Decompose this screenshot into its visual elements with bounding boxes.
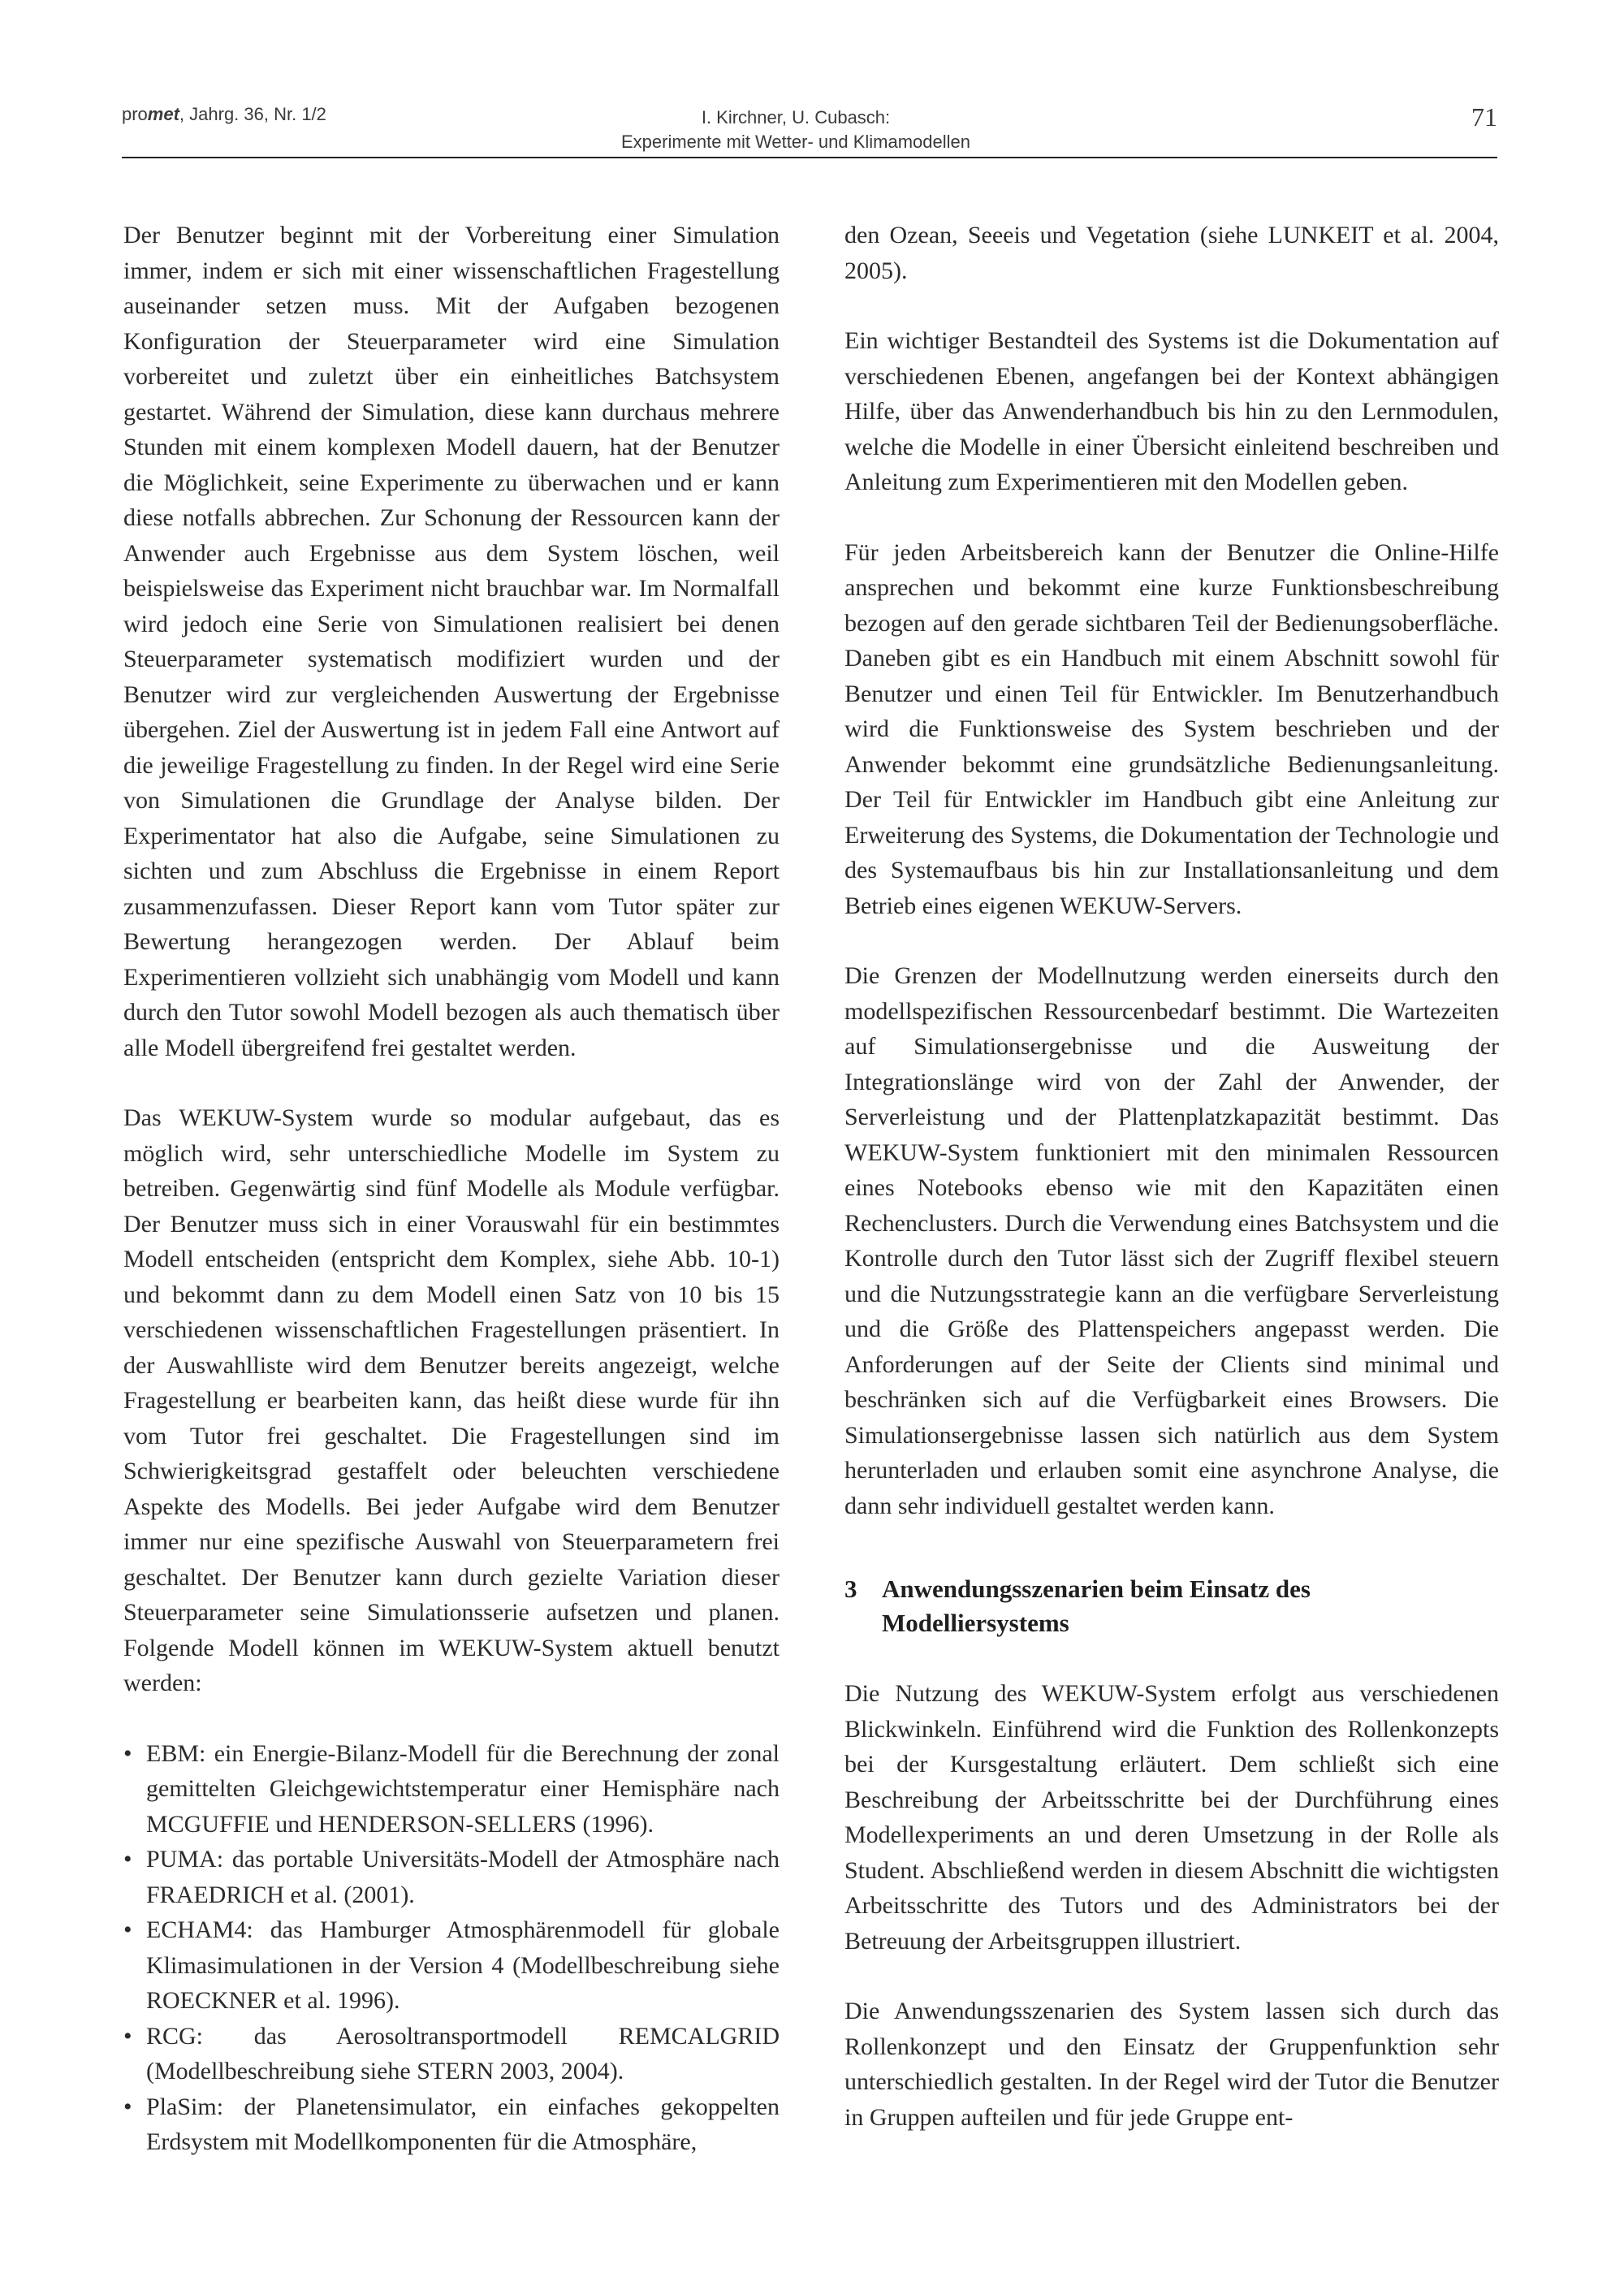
paragraph-scenarios: Die Anwendungsszenarien des System lassen sich durch das Rollenkonzept und den Einsatz der Gruppenfunktion sehr unterschiedlich gestalten. In der Regel wird der Tutor die Benutzer in Gruppen aufteilen und für jede Gruppe ent-	[844, 1998, 1499, 2131]
journal-brand: met	[147, 104, 179, 124]
paragraph-models: Das WEKUW-System wurde so modular aufgebaut, das es möglich wird, sehr unterschiedliche Modelle im System zu betreiben. Gegenwärtig sind fünf Modelle als Module verfügbar. Der Benutzer muss sich in einer Vorauswahl für ein bestimmtes Modell entscheiden (entspricht dem Komplex, siehe Abb. 10-1) und bekommt dann zu dem Modell einen Satz von 10 bis 15 verschiedenen wissenschaftlichen Fragestellungen präsentiert. In der Auswahlliste wird dem Benutzer bereits angezeigt, welche Fragestellung er bearbeiten kann, das heißt diese wurde für ihn vom Tutor frei geschaltet. Die Fragestellungen sind im Schwierigkeitsgrad gestaffelt oder beleuchten verschiedene Aspekte des Modells. Bei jeder Aufgabe wird dem Benutzer immer nur eine spezifische Auswahl von Steuerparametern frei geschaltet. Der Benutzer kann durch gezielte Variation dieser Steuerparameter seine Simulationsserie aufsetzen und planen. Folgende Modell können im WEKUW-System aktuell benutzt werden:	[123, 1104, 780, 1696]
page-number: 71	[1471, 102, 1497, 132]
paragraph-limits: Die Grenzen der Modellnutzung werden einerseits durch den modellspezifischen Ressourcenbedarf bestimmt. Die Wartezeiten auf Simulationsergebnisse und die Ausweitung der Integrationslänge wird von der Zahl der Anwender, der Serverleistung und der Plattenplatzkapazität bestimmt. Das WEKUW-System funktioniert mit den minimalen Ressourcen eines Notebooks ebenso wie mit den Kapazitäten einen Rechenclusters. Durch die Verwendung eines Batchsystem und die Kontrolle durch den Tutor lässt sich der Zugriff flexibel steuern und die Nutzungsstrategie kann an die verfügbare Serverleistung und die Größe des Plattenspeichers angepasst werden. Die Anforderungen auf der Seite der Clients sind minimal und beschränken sich auf die Verfügbarkeit eines Browsers. Die Simulationsergebnisse lassen sich natürlich aus dem System herunterladen und erlauben somit eine asynchrone Analyse, die dann sehr individuell gestaltet werden kann.	[844, 962, 1499, 1519]
journal-prefix: pro	[122, 104, 148, 124]
journal-reference	[122, 104, 326, 125]
list-item: • EBM: ein Energie-Bilanz-Modell für die Berechnung der zonal gemittelten Gleichgewichtstemperatur einer Hemisphäre nach MCGUFFIE und HENDERSON-SELLERS (1996).	[123, 1736, 780, 1843]
section-heading	[844, 1572, 1499, 1640]
section-number: 3	[844, 1575, 857, 1603]
paragraph-workflow: Der Benutzer beginnt mit der Vorbereitung einer Simulation immer, indem er sich mit einer wissenschaftlichen Fragestellung auseinander setzen muss. Mit der Aufgaben bezogenen Konfiguration der Steuerparameter wird eine Simulation vorbereitet und zuletzt über ein einheitliches Batchsystem gestartet. Während der Simulation, diese kann durchaus mehrere Stunden mit einem komplexen Modell dauern, hat der Benutzer die Möglichkeit, seine Experimente zu überwachen und er kann diese notfalls abbrechen. Zur Schonung der Ressourcen kann der Anwender auch Ergebnisse aus dem System löschen, weil beispielsweise das Experiment nicht brauchbar war. Im Normalfall wird jedoch eine Serie von Simulationen realisiert bei denen Steuerparameter systematisch modifiziert wurden und der Benutzer wird zur vergleichenden Auswertung der Ergebnisse übergehen. Ziel der Auswertung ist in jedem Fall eine Antwort auf die jeweilige Fragestellung zu finden. In der Regel wird eine Serie von Simulationen die Grundlage der Analyse bilden. Der Experimentator hat also die Aufgabe, seine Simulationen zu sichten und zum Abschluss die Ergebnisse in einem Report zusammenzufassen. Dieser Report kann vom Tutor später zur Bewertung herangezogen werden. Der Ablauf beim Experimentieren vollzieht sich unabhängig vom Modell und kann durch den Tutor sowohl Modell bezogen als auch thematisch über alle Modell übergreifend frei gestaltet werden.	[123, 222, 780, 1061]
running-authors: I. Kirchner, U. Cubasch:	[701, 107, 891, 127]
section-title: Anwendungsszenarien beim Einsatz des Modelliersystems	[882, 1575, 1311, 1637]
list-item: • PUMA: das portable Universitäts-Modell der Atmosphäre nach FRAEDRICH et al. (2001).	[123, 1842, 780, 1912]
journal-issue: , Jahrg. 36, Nr. 1/2	[179, 104, 326, 124]
running-article-title: Experimente mit Wetter- und Klimamodellen	[621, 132, 970, 152]
running-title	[487, 106, 1104, 154]
header-rule	[122, 157, 1497, 158]
paragraph-documentation: Ein wichtiger Bestandteil des Systems ist die Dokumentation auf verschiedenen Ebenen, angefangen bei der Kontext abhängigen Hilfe, über das Anwenderhandbuch bis hin zu den Lernmodulen, welche die Modelle in einer Übersicht einleitend beschreiben und Anleitung zum Experimentieren mit den Modellen geben.	[844, 327, 1499, 495]
list-item: • PlaSim: der Planetensimulator, ein einfaches gekoppelten Erdsystem mit Modellkomponenten für die Atmosphäre,	[123, 2089, 780, 2160]
paragraph-usage: Die Nutzung des WEKUW-System erfolgt aus verschiedenen Blickwinkeln. Einführend wird die Funktion des Rollenkonzepts bei der Kursgestaltung erläutert. Dem schließt sich eine Beschreibung der Arbeitsschritte bei der Durchführung eines Modellexperiments an und deren Umsetzung in der Rolle als Student. Abschließend werden in diesem Abschnitt die wichtigsten Arbeitsschritte des Tutors und des Administrators bei der Betreuung der Arbeitsgruppen illustriert.	[844, 1680, 1499, 1955]
paragraph-continuation: den Ozean, Seeeis und Vegetation (siehe LUNKEIT et al. 2004, 2005).	[844, 222, 1499, 284]
right-column	[844, 218, 1499, 2170]
list-item: • ECHAM4: das Hamburger Atmosphärenmodell für globale Klimasimulationen in der Version 4 (Modellbeschreibung siehe ROECKNER et al. 1996).	[123, 1912, 780, 2019]
model-list	[123, 1736, 780, 2160]
list-item: • RCG: das Aerosoltransportmodell REMCALGRID (Modellbeschreibung siehe STERN 2003, 2004).	[123, 2019, 780, 2089]
left-column	[123, 218, 780, 2160]
paragraph-online-help: Für jeden Arbeitsbereich kann der Benutzer die Online-Hilfe ansprechen und bekommt eine kurze Funktionsbeschreibung bezogen auf den gerade sichtbaren Teil der Bedienungsoberfläche. Daneben gibt es ein Handbuch mit einem Abschnitt sowohl für Benutzer und einen Teil für Entwickler. Im Benutzerhandbuch wird die Funktionsweise des System beschrieben und der Anwender bekommt eine grundsätzliche Bedienungsanleitung. Der Teil für Entwickler im Handbuch gibt eine Anleitung zur Erweiterung des Systems, die Dokumentation der Technologie und des Systemaufbaus bis hin zur Installationsanleitung und dem Betrieb eines eigenen WEKUW-Servers.	[844, 538, 1499, 919]
